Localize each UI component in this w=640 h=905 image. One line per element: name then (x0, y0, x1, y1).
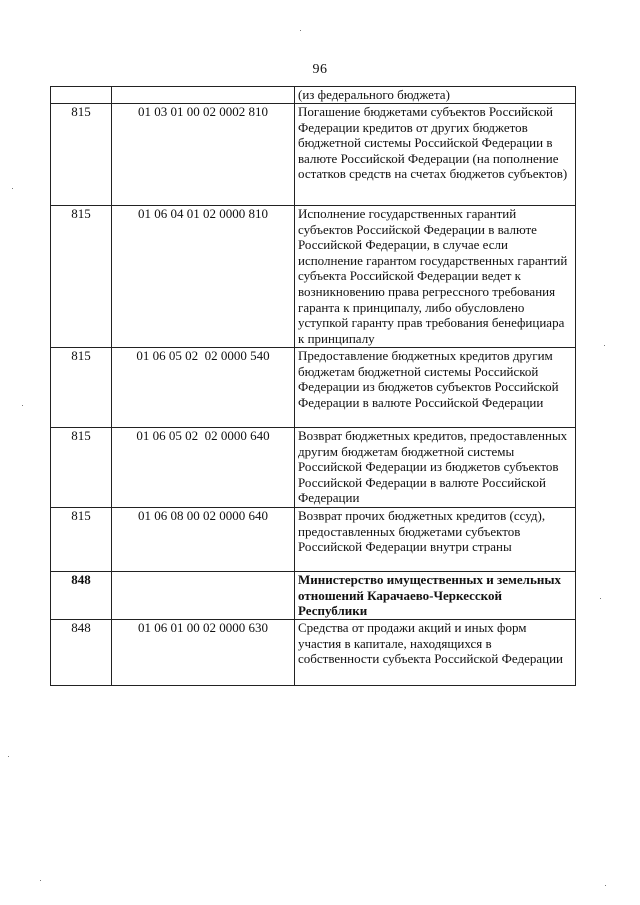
budget-code-cell: 01 03 01 00 02 0002 810 (112, 104, 295, 206)
scan-speck (300, 30, 301, 31)
admin-code-cell: 815 (51, 508, 112, 572)
budget-code-cell: 01 06 01 00 02 0000 630 (112, 620, 295, 686)
budget-code-cell: 01 06 05 02 02 0000 540 (112, 348, 295, 428)
admin-code-cell: 815 (51, 428, 112, 508)
admin-code-cell: 815 (51, 104, 112, 206)
budget-code-cell (112, 87, 295, 104)
table-row (51, 348, 576, 428)
description-cell: Средства от продажи акций и иных форм участия в капитале, находящихся в собственности субъекта Российской Федерации (295, 620, 576, 686)
budget-code-cell: 01 06 04 01 02 0000 810 (112, 206, 295, 348)
table-row (51, 620, 576, 686)
table-row (51, 428, 576, 508)
table-row (51, 87, 576, 104)
scan-speck (600, 598, 601, 599)
admin-code-cell: 848 (51, 572, 112, 620)
scan-speck (604, 345, 605, 346)
description-cell: Исполнение государственных гарантий субъектов Российской Федерации в валюте Российской Федерации, в случае если исполнение гарантом государственных гарантий субъекта Российской Федерации ведет к возникновению права регрессного требования гаранта к принципалу, либо обусловлено уступкой гаранту прав требования бенефициара к принципалу (295, 206, 576, 348)
table-row (51, 572, 576, 620)
scan-speck (22, 405, 23, 406)
admin-code-cell (51, 87, 112, 104)
admin-code-cell: 815 (51, 348, 112, 428)
description-cell: Предоставление бюджетных кредитов другим бюджетам бюджетной системы Российской Федерации из бюджетов субъектов Российской Федерации в валюте Российской Федерации (295, 348, 576, 428)
admin-code-cell: 815 (51, 206, 112, 348)
table-row (51, 206, 576, 348)
scan-speck (12, 188, 13, 189)
budget-code-cell (112, 572, 295, 620)
page-number: 96 (312, 62, 328, 77)
description-cell: Министерство имущественных и земельных отношений Карачаево-Черкесской Республики (295, 572, 576, 620)
description-cell: (из федерального бюджета) (295, 87, 576, 104)
scan-speck (8, 756, 9, 757)
description-cell: Возврат бюджетных кредитов, предоставленных другим бюджетам бюджетной системы Российской Федерации из бюджетов субъектов Российской Федерации в валюте Российской Федерации (295, 428, 576, 508)
table-row (51, 104, 576, 206)
description-cell: Погашение бюджетами субъектов Российской Федерации кредитов от других бюджетов бюджетной системы Российской Федерации в валюте Российской Федерации (на пополнение остатков средств на счетах бюджетов субъектов) (295, 104, 576, 206)
scan-speck (605, 885, 606, 886)
admin-code-cell: 848 (51, 620, 112, 686)
table-row (51, 508, 576, 572)
scan-speck (40, 880, 41, 881)
budget-code-cell: 01 06 08 00 02 0000 640 (112, 508, 295, 572)
budget-code-cell: 01 06 05 02 02 0000 640 (112, 428, 295, 508)
description-cell: Возврат прочих бюджетных кредитов (ссуд), предоставленных бюджетами субъектов Российской Федерации внутри страны (295, 508, 576, 572)
budget-code-table (50, 86, 576, 686)
